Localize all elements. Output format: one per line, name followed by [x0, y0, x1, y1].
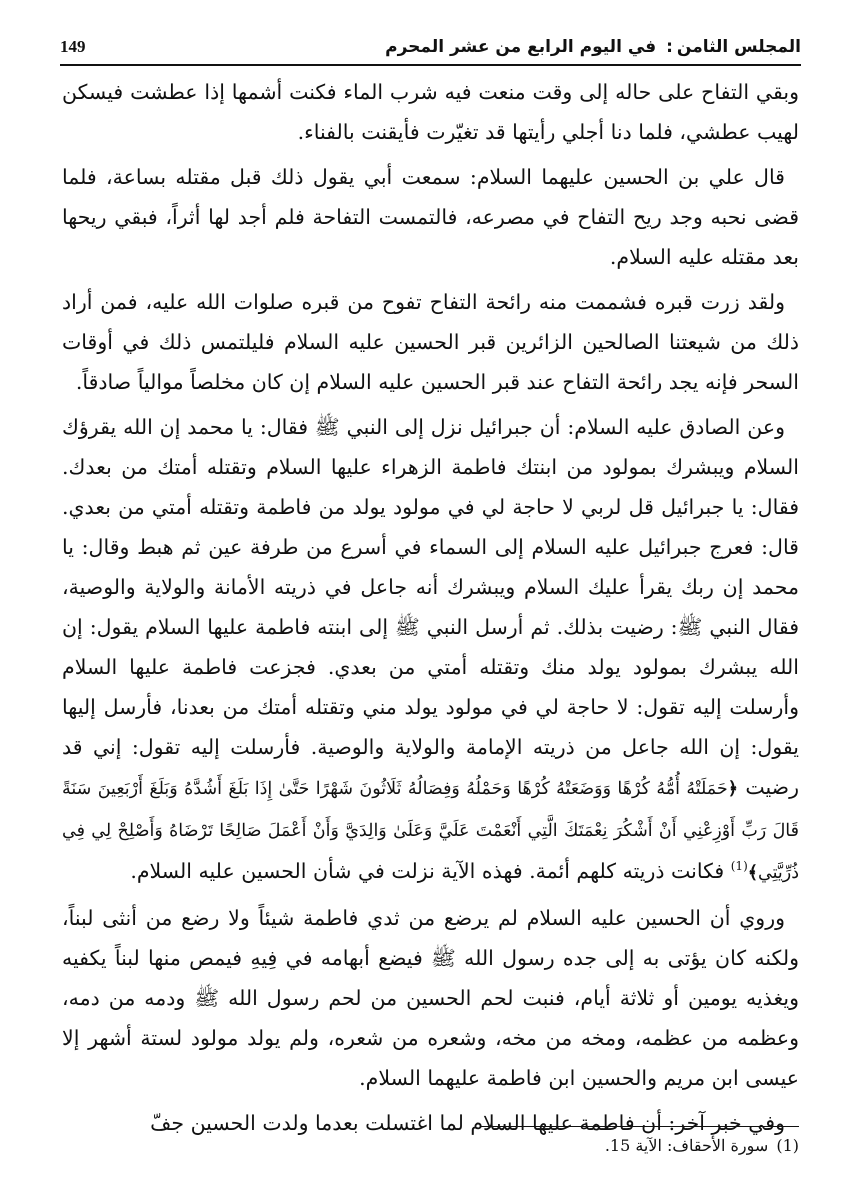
paragraph-1: وبقي التفاح على حاله إلى وقت منعت فيه شرب الماء فكنت أشمها إذا عطشت فيسكن لهيب عطشي، فلما دنا أجلي رأيتها قد تغيّرت فأيقنت بالفناء.	[62, 80, 799, 144]
footnote-reference[interactable]: (1)	[730, 859, 748, 874]
paragraph-2: قال علي بن الحسين عليهما السلام: سمعت أبي يقول ذلك قبل مقتله بساعة، فلما قضى نحبه وجد ريح التفاح في مصرعه، فالتمست التفاحة فلم أجد لها أثراً، فبقي ريحها بعد مقتله عليه السلام.	[62, 165, 799, 269]
verse-text: حَمَلَتْهُ أُمُّهُ كُرْهًا وَوَضَعَتْهُ كُرْهًا وَحَمْلُهُ وَفِصَالُهُ ثَلَاثُونَ شَهْرًا حَتَّىٰ إِذَا بَلَغَ أَشُدَّهُ وَبَلَغَ أَرْبَعِينَ سَنَةً قَالَ رَبِّ أَوْزِعْنِي أَنْ أَشْكُرَ نِعْمَتَكَ الَّتِي أَنْعَمْتَ عَلَيَّ وَعَلَىٰ وَالِدَيَّ وَأَنْ أَعْمَلَ صَالِحًا تَرْضَاهُ وَأَصْلِحْ لِي فِي ذُرِّيَّتِي	[62, 779, 799, 883]
footnote-text: سورة الأحقاف: الآية 15.	[604, 1136, 769, 1155]
paragraph-3: ولقد زرت قبره فشممت منه رائحة التفاح تفوح من قبره صلوات الله عليه، فمن أراد ذلك من شيعتنا الصالحين الزائرين قبر الحسين عليه السلام فليلتمس ذلك في أوقات السحر فإنه يجد رائحة التفاح عند قبر الحسين عليه السلام إن كان مخلصاً موالياً صادقاً.	[62, 290, 799, 394]
footnote-divider	[481, 1126, 799, 1127]
footnote-number: (1)	[776, 1136, 799, 1155]
paragraph-hadith	[62, 407, 799, 893]
paragraph-5: وروي أن الحسين عليه السلام لم يرضع من ثدي فاطمة شيئاً ولا رضع من أنثى لبناً، ولكنه كان يؤتى به إلى جده رسول الله ﷺ فيضع أبهامه في فِيهِ فيمص منها لبناً يكفيه ويغذيه يومين أو ثلاثة أيام، فنبت لحم الحسين من لحم رسول الله ﷺ ودمه من دمه، وعظمه من عظمه، ومخه من مخه، وشعره من شعره، ولم يولد مولود لستة أشهر إلا عيسى ابن مريم والحسين ابن فاطمة عليهما السلام.	[62, 906, 799, 1090]
footnote	[299, 1134, 799, 1158]
running-title	[385, 37, 801, 57]
running-title-right: في اليوم الرابع من عشر المحرم	[385, 37, 657, 57]
hadith-conclusion: فكانت ذريته كلهم أئمة. فهذه الآية نزلت في شأن الحسين عليه السلام.	[130, 859, 731, 883]
page-header	[60, 30, 801, 66]
verse-close-bracket: ﴾	[747, 863, 759, 883]
verse-open-bracket: ﴿	[727, 779, 739, 799]
page-number: 149	[60, 37, 86, 56]
running-title-separator: :	[666, 37, 673, 57]
running-title-left: المجلس الثامن	[676, 37, 801, 57]
page-body	[62, 72, 799, 1148]
paragraph-6: وفي خبر آخر: أن فاطمة عليها السلام لما اغتسلت بعدما ولدت الحسين جفّ	[150, 1111, 785, 1135]
hadith-text: وعن الصادق عليه السلام: أن جبرائيل نزل إلى النبي ﷺ فقال: يا محمد إن الله يقرؤك السلام ويبشرك بمولود من ابنتك فاطمة الزهراء عليها السلام وتقتله أمتك من بعدك. فقال: يا جبرائيل قل لربي لا حاجة لي في مولود يولد من فاطمة وتقتله أمتي من بعدي. قال: فعرج جبرائيل عليه السلام إلى السماء في أسرع من طرفة عين ثم هبط وقال: يا محمد إن ربك يقرأ عليك السلام ويبشرك أنه جاعل في ذريته الأمانة والولاية والوصية، فقال النبي ﷺ: رضيت بذلك. ثم أرسل النبي ﷺ إلى ابنته فاطمة عليها السلام يقول: إن الله يبشرك بمولود يولد منك وتقتله أمتي من بعدي. فجزعت فاطمة عليها السلام وأرسلت إليه تقول: لا حاجة لي في مولود يولد مني وتقتله أمتك من بعدنا، فأرسل إليها يقول: إن الله جاعل من ذريته الإمامة والولاية والوصية. فأرسلت إليه تقول: إني قد رضيت	[62, 415, 799, 799]
